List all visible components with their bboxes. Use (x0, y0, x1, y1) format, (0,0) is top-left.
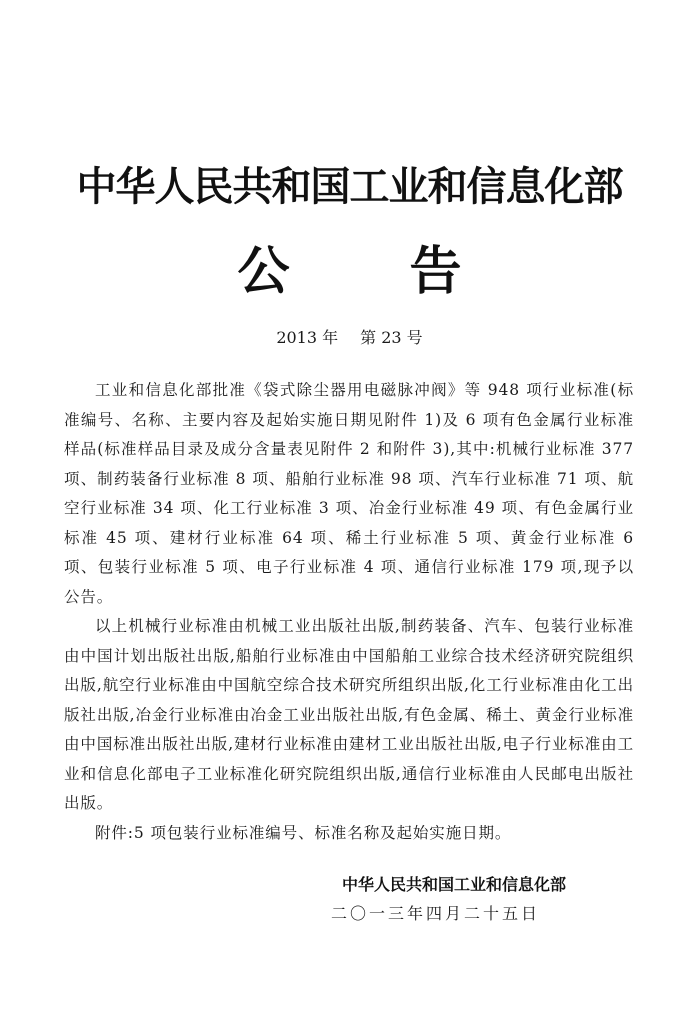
body-paragraph-2: 以上机械行业标准由机械工业出版社出版,制药装备、汽车、包装行业标准由中国计划出版社出版,船舶行业标准由中国船舶工业综合技术经济研究院组织出版,航空行业标准由中国航空综合技术研究所组织出版,化工行业标准由化工出版社出版,冶金行业标准由冶金工业出版社出版,有色金属、稀土、黄金行业标准由中国标准出版社出版,建材行业标准由建材工业出版社出版,电子行业标准由工业和信息化部电子工业标准化研究院组织出版,通信行业标准由人民邮电出版社出版。 (64, 617, 634, 812)
announcement-body (64, 376, 634, 848)
signature-date: 二〇一三年四月二十五日 (330, 904, 540, 923)
document-type-heading (0, 242, 699, 302)
doc-type-char-2: 告 (409, 242, 462, 302)
doc-issue-number: 第 23 号 (360, 328, 423, 347)
signature-block (0, 871, 628, 929)
signature-organization: 中华人民共和国工业和信息化部 (341, 875, 566, 894)
attachment-note: 附件:5 项包装行业标准编号、标准名称及起始实施日期。 (95, 823, 512, 842)
body-paragraph-1: 工业和信息化部批准《袋式除尘器用电磁脉冲阀》等 948 项行业标准(标准编号、名称、主要内容及起始实施日期见附件 1)及 6 项有色金属行业标准样品(标准样品目录及成分含量表见附件 2 和附件 3),其中:机械行业标准 377 项、制药装备行业标准 8 项、船舶行业标准 98 项、汽车行业标准 71 项、航空行业标准 34 项、化工行业标准 3 项、冶金行业标准 49 项、有色金属行业标准 45 项、建材行业标准 64 项、稀土行业标准 5 项、黄金行业标准 6 项、包装行业标准 5 项、电子行业标准 4 项、通信行业标准 179 项,现予以公告。 (64, 381, 634, 606)
doc-year: 2013 年 (276, 328, 339, 347)
doc-type-char-1: 公 (237, 242, 290, 302)
issuer-title: 中华人民共和国工业和信息化部 (76, 164, 623, 210)
document-number (0, 326, 699, 350)
